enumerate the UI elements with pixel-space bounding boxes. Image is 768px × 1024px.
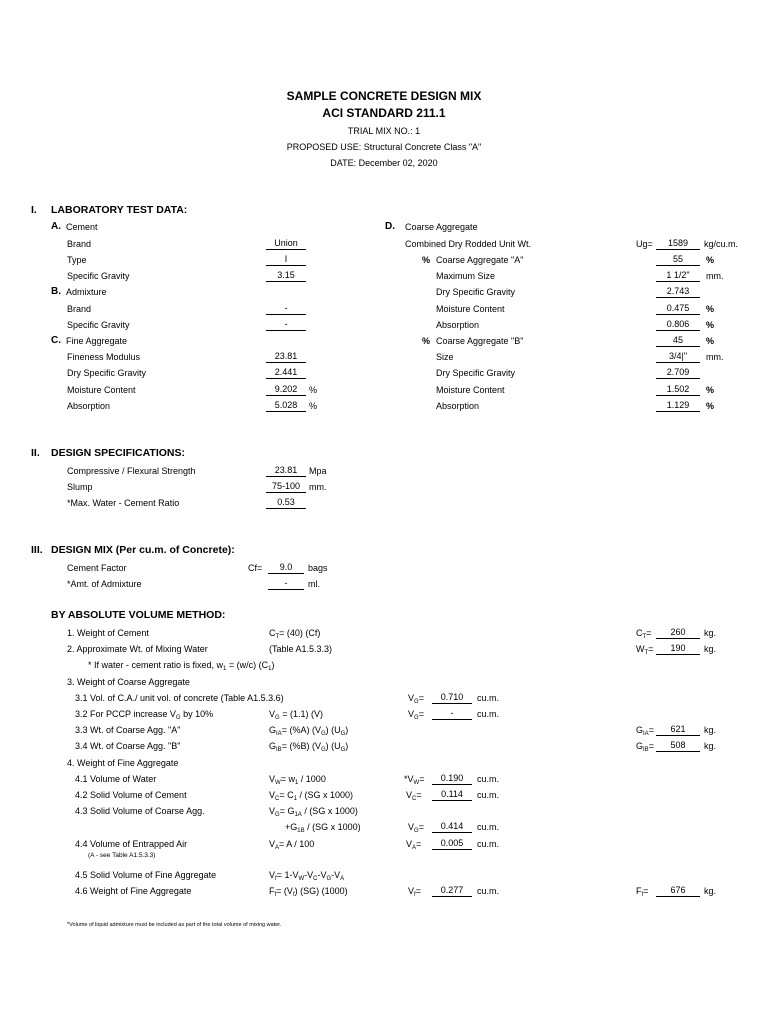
cement-brand-label: Brand (67, 239, 92, 249)
fine-dry-sg-label: Dry Specific Gravity (67, 368, 147, 378)
coarse-b-absorption-value: 1.129 (656, 399, 700, 412)
coarse-a-absorption-unit: % (706, 320, 715, 330)
cement-heading: Cement (66, 222, 98, 232)
cement-factor-label: Cement Factor (67, 563, 127, 573)
admixture-brand-value: - (266, 302, 306, 315)
coarse-b-absorption-label: Absorption (436, 401, 480, 411)
fine-dry-sg-value: 2.441 (266, 366, 306, 379)
r1-unit: kg. (704, 628, 717, 638)
cement-sg-label: Specific Gravity (67, 271, 130, 281)
coarse-b-pct-unit: % (706, 336, 715, 346)
cement-brand-value: Union (266, 237, 306, 250)
r46-label: 4.6 Weight of Fine Aggregate (75, 886, 192, 896)
r44-note: (A - see Table A1.5.3.3) (88, 852, 156, 859)
r4-label: 4. Weight of Fine Aggregate (67, 758, 179, 768)
slump-label: Slump (67, 482, 93, 492)
coarse-a-absorption-label: Absorption (436, 320, 480, 330)
r34-symbol: $G_{IB}=$ (636, 741, 654, 753)
r41-formula: $V_W= w_1 / 1000$ (269, 774, 326, 786)
slump-unit: mm. (309, 482, 327, 492)
r1-result: 260 (656, 626, 700, 639)
r33-symbol: $G_{IA}=$ (636, 725, 654, 737)
fine-absorption-label: Absorption (67, 401, 111, 411)
strength-label: Compressive / Flexural Strength (67, 466, 196, 476)
r2-note: * If water - cement ratio is fixed, $w_1 = (w/c)$ $(C_1)$ (88, 660, 275, 672)
admixture-sg-label: Specific Gravity (67, 320, 130, 330)
r44-label: 4.4 Volume of Entrapped Air (75, 839, 188, 849)
coarse-a-absorption-value: 0.806 (656, 318, 700, 331)
r34-unit: kg. (704, 741, 717, 751)
r42-formula: $V_C= C_1 / (SG$ x 1000) (269, 790, 353, 802)
max-size-value: 1 1/2" (656, 269, 700, 282)
coarse-b-moisture-value: 1.502 (656, 383, 700, 396)
coarse-a-dsg-label: Dry Specific Gravity (436, 287, 516, 297)
r34-result: 508 (656, 739, 700, 752)
r46-result-symbol: $F_f=$ (636, 886, 649, 898)
coarse-b-dsg-value: 2.709 (656, 366, 700, 379)
r32-label: 3.2 For PCCP increase $V_G$ by 10% (75, 709, 214, 721)
r1-label: 1. Weight of Cement (67, 628, 149, 638)
wc-ratio-value: 0.53 (266, 496, 306, 509)
coarse-b-absorption-unit: % (706, 401, 715, 411)
section-2-number: II. (31, 447, 40, 459)
coarse-b-moisture-unit: % (706, 385, 715, 395)
r2-symbol: $W_T=$ (636, 644, 654, 656)
admixture-sg-value: - (266, 318, 306, 331)
r32-formula: $V_G = (1.1)$ (V) (269, 709, 323, 721)
r33-unit: kg. (704, 725, 717, 735)
combined-unit-wt-label: Combined Dry Rodded Unit Wt. (405, 239, 532, 249)
coarse-agg-heading: Coarse Aggregate (405, 222, 478, 232)
admixture-brand-label: Brand (67, 304, 92, 314)
r43-formula-1: $V_G= G_{1A} / (SG$ x 1000) (269, 806, 358, 818)
coarse-a-pct-unit: % (706, 255, 715, 265)
fine-agg-letter: C. (51, 335, 61, 346)
r32-unit: cu.m. (477, 709, 500, 719)
cement-type-label: Type (67, 255, 87, 265)
r41-unit: cu.m. (477, 774, 500, 784)
r46-result-unit: kg. (704, 886, 717, 896)
r31-value: 0.710 (432, 691, 472, 704)
r42-unit: cu.m. (477, 790, 500, 800)
coarse-b-pct-value: 45 (656, 334, 700, 347)
r46-unit: cu.m. (477, 886, 500, 896)
fine-moisture-value: 9.202 (266, 383, 306, 396)
combined-unit-wt-value: 1589 (656, 237, 700, 250)
coarse-a-moisture-unit: % (706, 304, 715, 314)
slump-value: 75-100 (266, 480, 306, 493)
fineness-modulus-value: 23.81 (266, 350, 306, 363)
r46-symbol: $V_f=$ (408, 886, 421, 898)
pct-a-symbol: % (422, 255, 431, 265)
ug-symbol: Ug= (636, 239, 653, 249)
r33-formula: $G_{IA}= (\%A)$ $(V_G)$ $(U_G)$ (269, 725, 349, 737)
fine-absorption-unit: % (309, 401, 318, 411)
admixture-letter: B. (51, 286, 61, 297)
standard-title: ACI STANDARD 211.1 (322, 106, 446, 120)
r33-result: 621 (656, 723, 700, 736)
fine-moisture-unit: % (309, 385, 318, 395)
r41-label: 4.1 Volume of Water (75, 774, 157, 784)
admixture-amt-value: - (268, 577, 304, 590)
r42-symbol: $V_C=$ (406, 790, 422, 802)
coarse-b-dsg-label: Dry Specific Gravity (436, 368, 516, 378)
size-label: Size (436, 352, 454, 362)
trial-mix: TRIAL MIX NO.: 1 (347, 126, 421, 136)
pct-b-symbol: % (422, 336, 431, 346)
r45-label: 4.5 Solid Volume of Fine Aggregate (75, 870, 217, 880)
r42-value: 0.114 (432, 788, 472, 801)
cement-letter: A. (51, 221, 61, 232)
cement-sg-value: 3.15 (266, 269, 306, 282)
cf-symbol: Cf= (248, 563, 263, 573)
r33-label: 3.3 Wt. of Coarse Agg. "A" (75, 725, 181, 735)
fine-agg-heading: Fine Aggregate (66, 336, 128, 346)
r31-unit: cu.m. (477, 693, 500, 703)
section-3-title: DESIGN MIX (Per cu.m. of Concrete): (51, 544, 235, 556)
cement-type-value: I (266, 253, 306, 266)
r41-symbol: $*V_W=$ (404, 774, 425, 786)
proposed-use: PROPOSED USE: Structural Concrete Class "A" (286, 142, 482, 152)
r32-symbol: $V_G=$ (408, 709, 424, 721)
r32-value: - (432, 707, 472, 720)
r42-label: 4.2 Solid Volume of Cement (75, 790, 187, 800)
r46-value: 0.277 (432, 884, 472, 897)
coarse-a-pct-value: 55 (656, 253, 700, 266)
fine-moisture-label: Moisture Content (67, 385, 136, 395)
method-heading: BY ABSOLUTE VOLUME METHOD: (51, 609, 226, 621)
section-1-title: LABORATORY TEST DATA: (51, 204, 188, 216)
fineness-modulus-label: Fineness Modulus (67, 352, 141, 362)
r44-value: 0.005 (432, 837, 472, 850)
section-3-number: III. (31, 544, 43, 556)
r31-label: 3.1 Vol. of C.A./ unit vol. of concrete (Table A1.5.3.6) (75, 693, 284, 703)
r2-result: 190 (656, 642, 700, 655)
wc-ratio-label: *Max. Water - Cement Ratio (67, 498, 180, 508)
r44-formula: $V_A= A / 100$ (269, 839, 315, 851)
r43-formula-2: $+G_{1B} / (SG$ x 1000) (285, 822, 361, 834)
cement-factor-value: 9.0 (268, 561, 304, 574)
coarse-a-pct-label: Coarse Aggregate "A" (436, 255, 524, 265)
r43-value: 0.414 (432, 820, 472, 833)
admixture-amt-unit: ml. (308, 579, 320, 589)
r1-formula: $C_T= (40)$ (Cf) (269, 628, 321, 640)
r44-symbol: $V_A=$ (406, 839, 422, 851)
date: DATE: December 02, 2020 (330, 158, 438, 168)
footnote: *Volume of liquid admixture must be included as part of the total volume of mixing water. (67, 922, 282, 928)
strength-value: 23.81 (266, 464, 306, 477)
r34-formula: $G_{IB}= (\%B)$ $(V_G)$ $(U_G)$ (269, 741, 349, 753)
r2-unit: kg. (704, 644, 717, 654)
r1-symbol: $C_T=$ (636, 628, 652, 640)
coarse-a-moisture-value: 0.475 (656, 302, 700, 315)
size-unit: mm. (706, 352, 724, 362)
strength-unit: Mpa (309, 466, 327, 476)
r46-formula: $F_f= (V_f)$ (SG) (1000) (269, 886, 348, 898)
admixture-amt-label: *Amt. of Admixture (67, 579, 142, 589)
r44-unit: cu.m. (477, 839, 500, 849)
r43-unit: cu.m. (477, 822, 500, 832)
section-2-title: DESIGN SPECIFICATIONS: (51, 447, 185, 459)
coarse-b-pct-label: Coarse Aggregate "B" (436, 336, 524, 346)
combined-unit-wt-unit: kg/cu.m. (704, 239, 739, 249)
fine-absorption-value: 5.028 (266, 399, 306, 412)
r45-formula: $V_f= 1-V_W-V_C-V_G-V_A$ (269, 870, 345, 882)
document-title: SAMPLE CONCRETE DESIGN MIX (286, 89, 482, 103)
r43-label: 4.3 Solid Volume of Coarse Agg. (75, 806, 205, 816)
r2-label: 2. Approximate Wt. of Mixing Water (67, 644, 208, 654)
coarse-agg-letter: D. (385, 221, 395, 232)
r31-symbol: $V_G=$ (408, 693, 424, 705)
coarse-a-dsg-value: 2.743 (656, 285, 700, 298)
coarse-a-moisture-label: Moisture Content (436, 304, 505, 314)
section-1-number: I. (31, 204, 37, 216)
size-value: 3/4|" (656, 350, 700, 363)
max-size-label: Maximum Size (436, 271, 496, 281)
r2-formula: (Table A1.5.3.3) (269, 644, 333, 654)
admixture-heading: Admixture (66, 287, 107, 297)
r3-label: 3. Weight of Coarse Aggregate (67, 677, 190, 687)
max-size-unit: mm. (706, 271, 724, 281)
coarse-b-moisture-label: Moisture Content (436, 385, 505, 395)
r46-result: 676 (656, 884, 700, 897)
r34-label: 3.4 Wt. of Coarse Agg. "B" (75, 741, 181, 751)
cement-factor-unit: bags (308, 563, 328, 573)
r41-value: 0.190 (432, 772, 472, 785)
r43-symbol: $V_G=$ (408, 822, 424, 834)
